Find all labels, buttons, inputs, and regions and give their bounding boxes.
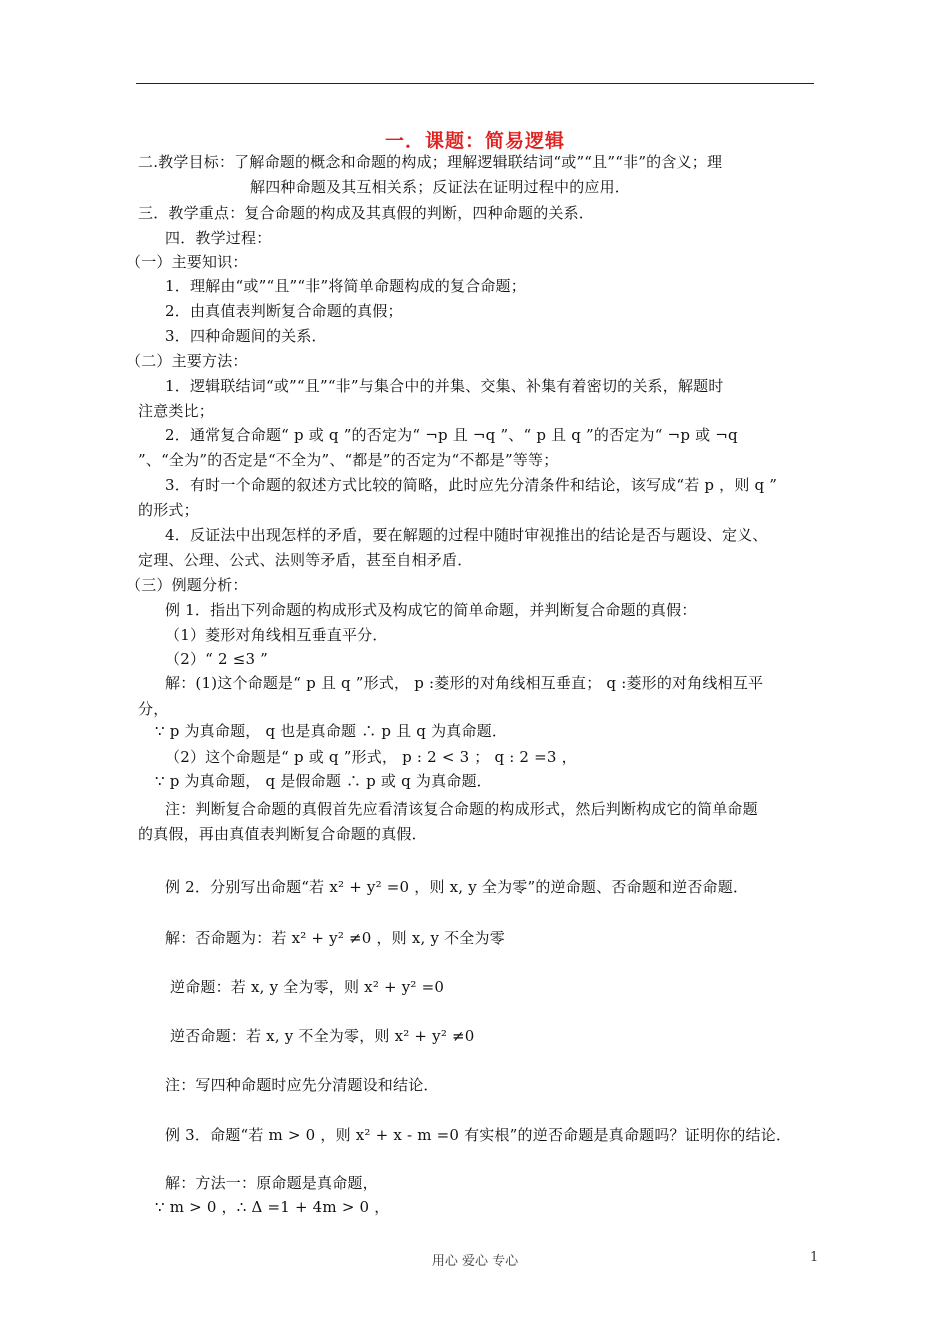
text-line: （二）主要方法： xyxy=(126,352,248,370)
text-line: 分， xyxy=(138,700,169,718)
text-line: 注意类比； xyxy=(138,402,215,420)
text-line: 例 3．命题“若 m > 0 ，则 x² + x - m =0 有实根”的逆否命题是真命题吗？证明你的结论． xyxy=(165,1126,792,1144)
text-line: 注：判断复合命题的真假首先应看清该复合命题的构成形式，然后判断构成它的简单命题 xyxy=(165,800,758,818)
text-line: （三）例题分析： xyxy=(126,576,248,594)
text-line: 3．四种命题间的关系． xyxy=(165,327,327,345)
text-line: ”、“全为”的否定是“不全为”、“都是”的否定为“不都是”等等； xyxy=(138,451,559,469)
text-line: 1．理解由“或”“且”“非”将简单命题构成的复合命题； xyxy=(165,277,526,295)
header-rule xyxy=(136,83,814,84)
text-line: 四．教学过程： xyxy=(165,229,272,247)
text-line: 的形式； xyxy=(138,501,199,519)
text-line: ∵ m > 0 ，∴ Δ =1 + 4m > 0 ， xyxy=(155,1198,390,1216)
text-line: 解四种命题及其互相关系；反证法在证明过程中的应用． xyxy=(250,178,631,196)
text-line: 注：写四种命题时应先分清题设和结论． xyxy=(165,1076,439,1094)
page-title: 一．课题：简易逻辑 xyxy=(384,130,565,152)
text-line: ∵ p 为真命题， q 也是真命题 ∴ p 且 q 为真命题． xyxy=(155,722,508,740)
text-line: 解：(1)这个命题是“ p 且 q ”形式， p :菱形的对角线相互垂直； q :菱形的对角线相互平 xyxy=(165,674,764,692)
text-line: 解：否命题为：若 x² + y² ≠0 ，则 x, y 不全为零 xyxy=(165,929,505,947)
text-line: 逆命题：若 x, y 全为零，则 x² + y² =0 xyxy=(170,978,445,996)
text-line: ∵ p 为真命题， q 是假命题 ∴ p 或 q 为真命题． xyxy=(155,772,492,790)
text-line: （一）主要知识： xyxy=(126,253,248,271)
text-line: 例 2．分别写出命题“若 x² + y² =0 ，则 x, y 全为零”的逆命题、否命题和逆否命题． xyxy=(165,878,749,896)
page-footer: 用心 爱心 专心 xyxy=(431,1254,519,1269)
text-line: （2）“ 2 ≤3 ” xyxy=(165,650,269,668)
page-number: 1 xyxy=(810,1250,819,1265)
text-line: 2．通常复合命题“ p 或 q ”的否定为“ ¬p 且 ¬q ”、“ p 且 q ”的否定为“ ¬p 或 ¬q xyxy=(165,426,738,444)
text-line: 1．逻辑联结词“或”“且”“非”与集合中的并集、交集、补集有着密切的关系，解题时 xyxy=(165,377,724,395)
text-line: 三．教学重点：复合命题的构成及其真假的判断，四种命题的关系． xyxy=(138,204,595,222)
text-line: 3．有时一个命题的叙述方式比较的简略，此时应先分清条件和结论，该写成“若 p ，则 q ” xyxy=(165,476,778,494)
text-line: 的真假，再由真值表判断复合命题的真假． xyxy=(138,825,427,843)
text-line: 2．由真值表判断复合命题的真假； xyxy=(165,302,403,320)
text-line: （1）菱形对角线相互垂直平分． xyxy=(165,626,388,644)
text-line: 定理、公理、公式、法则等矛盾，甚至自相矛盾． xyxy=(138,551,473,569)
text-line: 二.教学目标：了解命题的概念和命题的构成；理解逻辑联结词“或”“且”“非”的含义；理 xyxy=(138,153,723,171)
text-line: 4．反证法中出现怎样的矛盾，要在解题的过程中随时审视推出的结论是否与题设、定义、 xyxy=(165,526,768,544)
text-line: 解：方法一：原命题是真命题， xyxy=(165,1174,378,1192)
text-line: 例 1．指出下列命题的构成形式及构成它的简单命题，并判断复合命题的真假： xyxy=(165,601,697,619)
text-line: （2）这个命题是“ p 或 q ”形式， p : 2 < 3 ； q : 2 =3 ， xyxy=(165,748,577,766)
text-line: 逆否命题：若 x, y 不全为零，则 x² + y² ≠0 xyxy=(170,1027,475,1045)
